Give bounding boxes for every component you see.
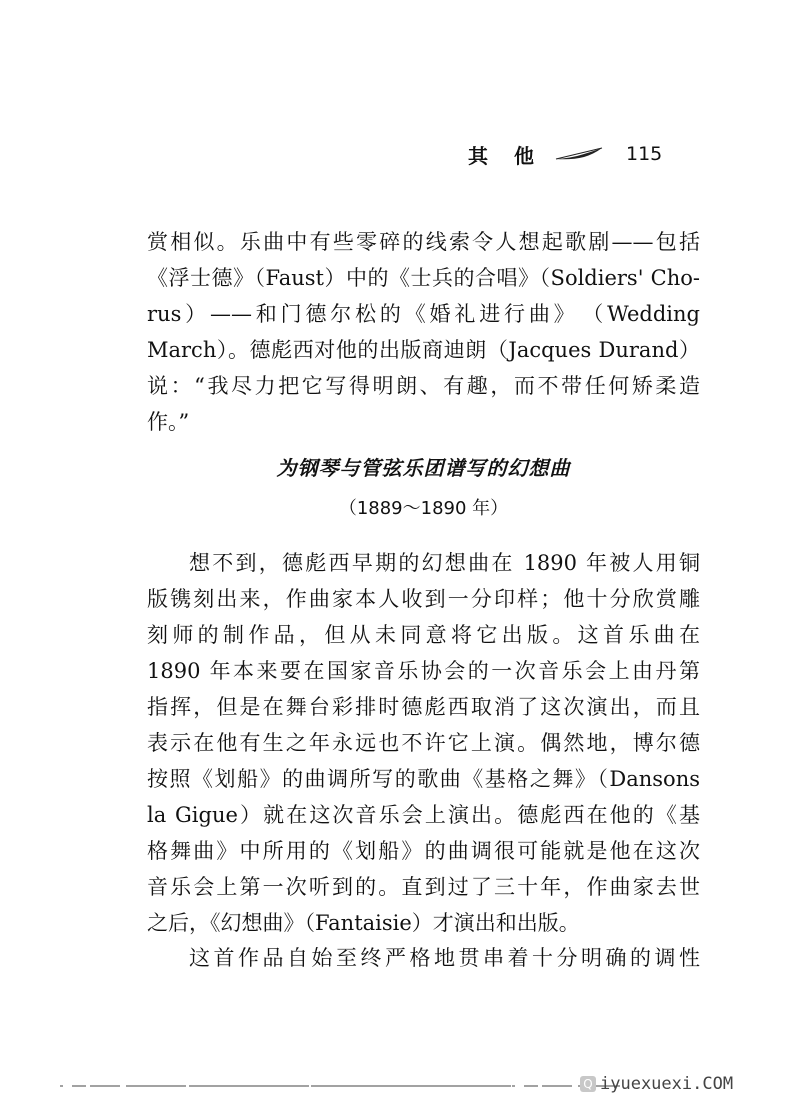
watermark-badge: Q [580,1076,596,1092]
paragraph-3 [147,940,700,976]
text-line: 音乐会上第一次听到的。直到过了三十年，作曲家去世 [147,875,700,899]
text-line: March）。德彪西对他的出版商迪朗（Jacques Durand） [147,338,700,362]
ornament-icon [554,147,604,161]
text-line: 刻师的制作品，但从未同意将它出版。这首乐曲在 [147,623,700,647]
section-years: （1889～1890 年） [338,498,509,519]
paragraph-1 [147,224,700,440]
section-heading: 为钢琴与管弦乐团谱写的幻想曲 [276,456,571,480]
text-line: 指挥，但是在舞台彩排时德彪西取消了这次演出，而且 [147,695,700,719]
page-number: 115 [626,143,663,165]
paragraph-2 [147,545,700,941]
text-line: 作。” [147,410,190,434]
text-line: 想不到，德彪西早期的幻想曲在 1890 年被人用铜 [189,551,700,575]
text-line: la Gigue）就在这次音乐会上演出。德彪西在他的《基 [147,803,700,827]
text-line: 格舞曲》中所用的《划船》的曲调很可能就是他在这次 [147,839,700,863]
text-line: 1890 年本来要在国家音乐协会的一次音乐会上由丹第 [147,659,700,683]
text-line: 表示在他有生之年永远也不许它上演。偶然地，博尔德 [147,731,700,755]
text-line: 说：“我尽力把它写得明朗、有趣，而不带任何矫柔造 [147,374,700,398]
footer-scan-line [60,1085,620,1087]
text-line: 赏相似。乐曲中有些零碎的线索令人想起歌剧——包括 [147,230,700,254]
text-line: 《浮士德》（Faust）中的《士兵的合唱》（Soldiers' Cho- [147,266,700,290]
text-line: 版镌刻出来，作曲家本人收到一分印样；他十分欣赏雕 [147,587,700,611]
section-title: 其他 [468,143,560,168]
watermark-text: iyuexuexi.COM [600,1074,734,1094]
text-line: 之后，《幻想曲》（Fantaisie）才演出和出版。 [147,911,580,935]
text-line: 按照《划船》的曲调所写的歌曲《基格之舞》（Dansons [147,767,700,791]
text-line: 这首作品自始至终严格地贯串着十分明确的调性 [189,946,700,970]
watermark [580,1074,733,1094]
text-line: rus）——和门德尔松的《婚礼进行曲》 （Wedding [147,302,700,326]
running-header [468,140,678,168]
